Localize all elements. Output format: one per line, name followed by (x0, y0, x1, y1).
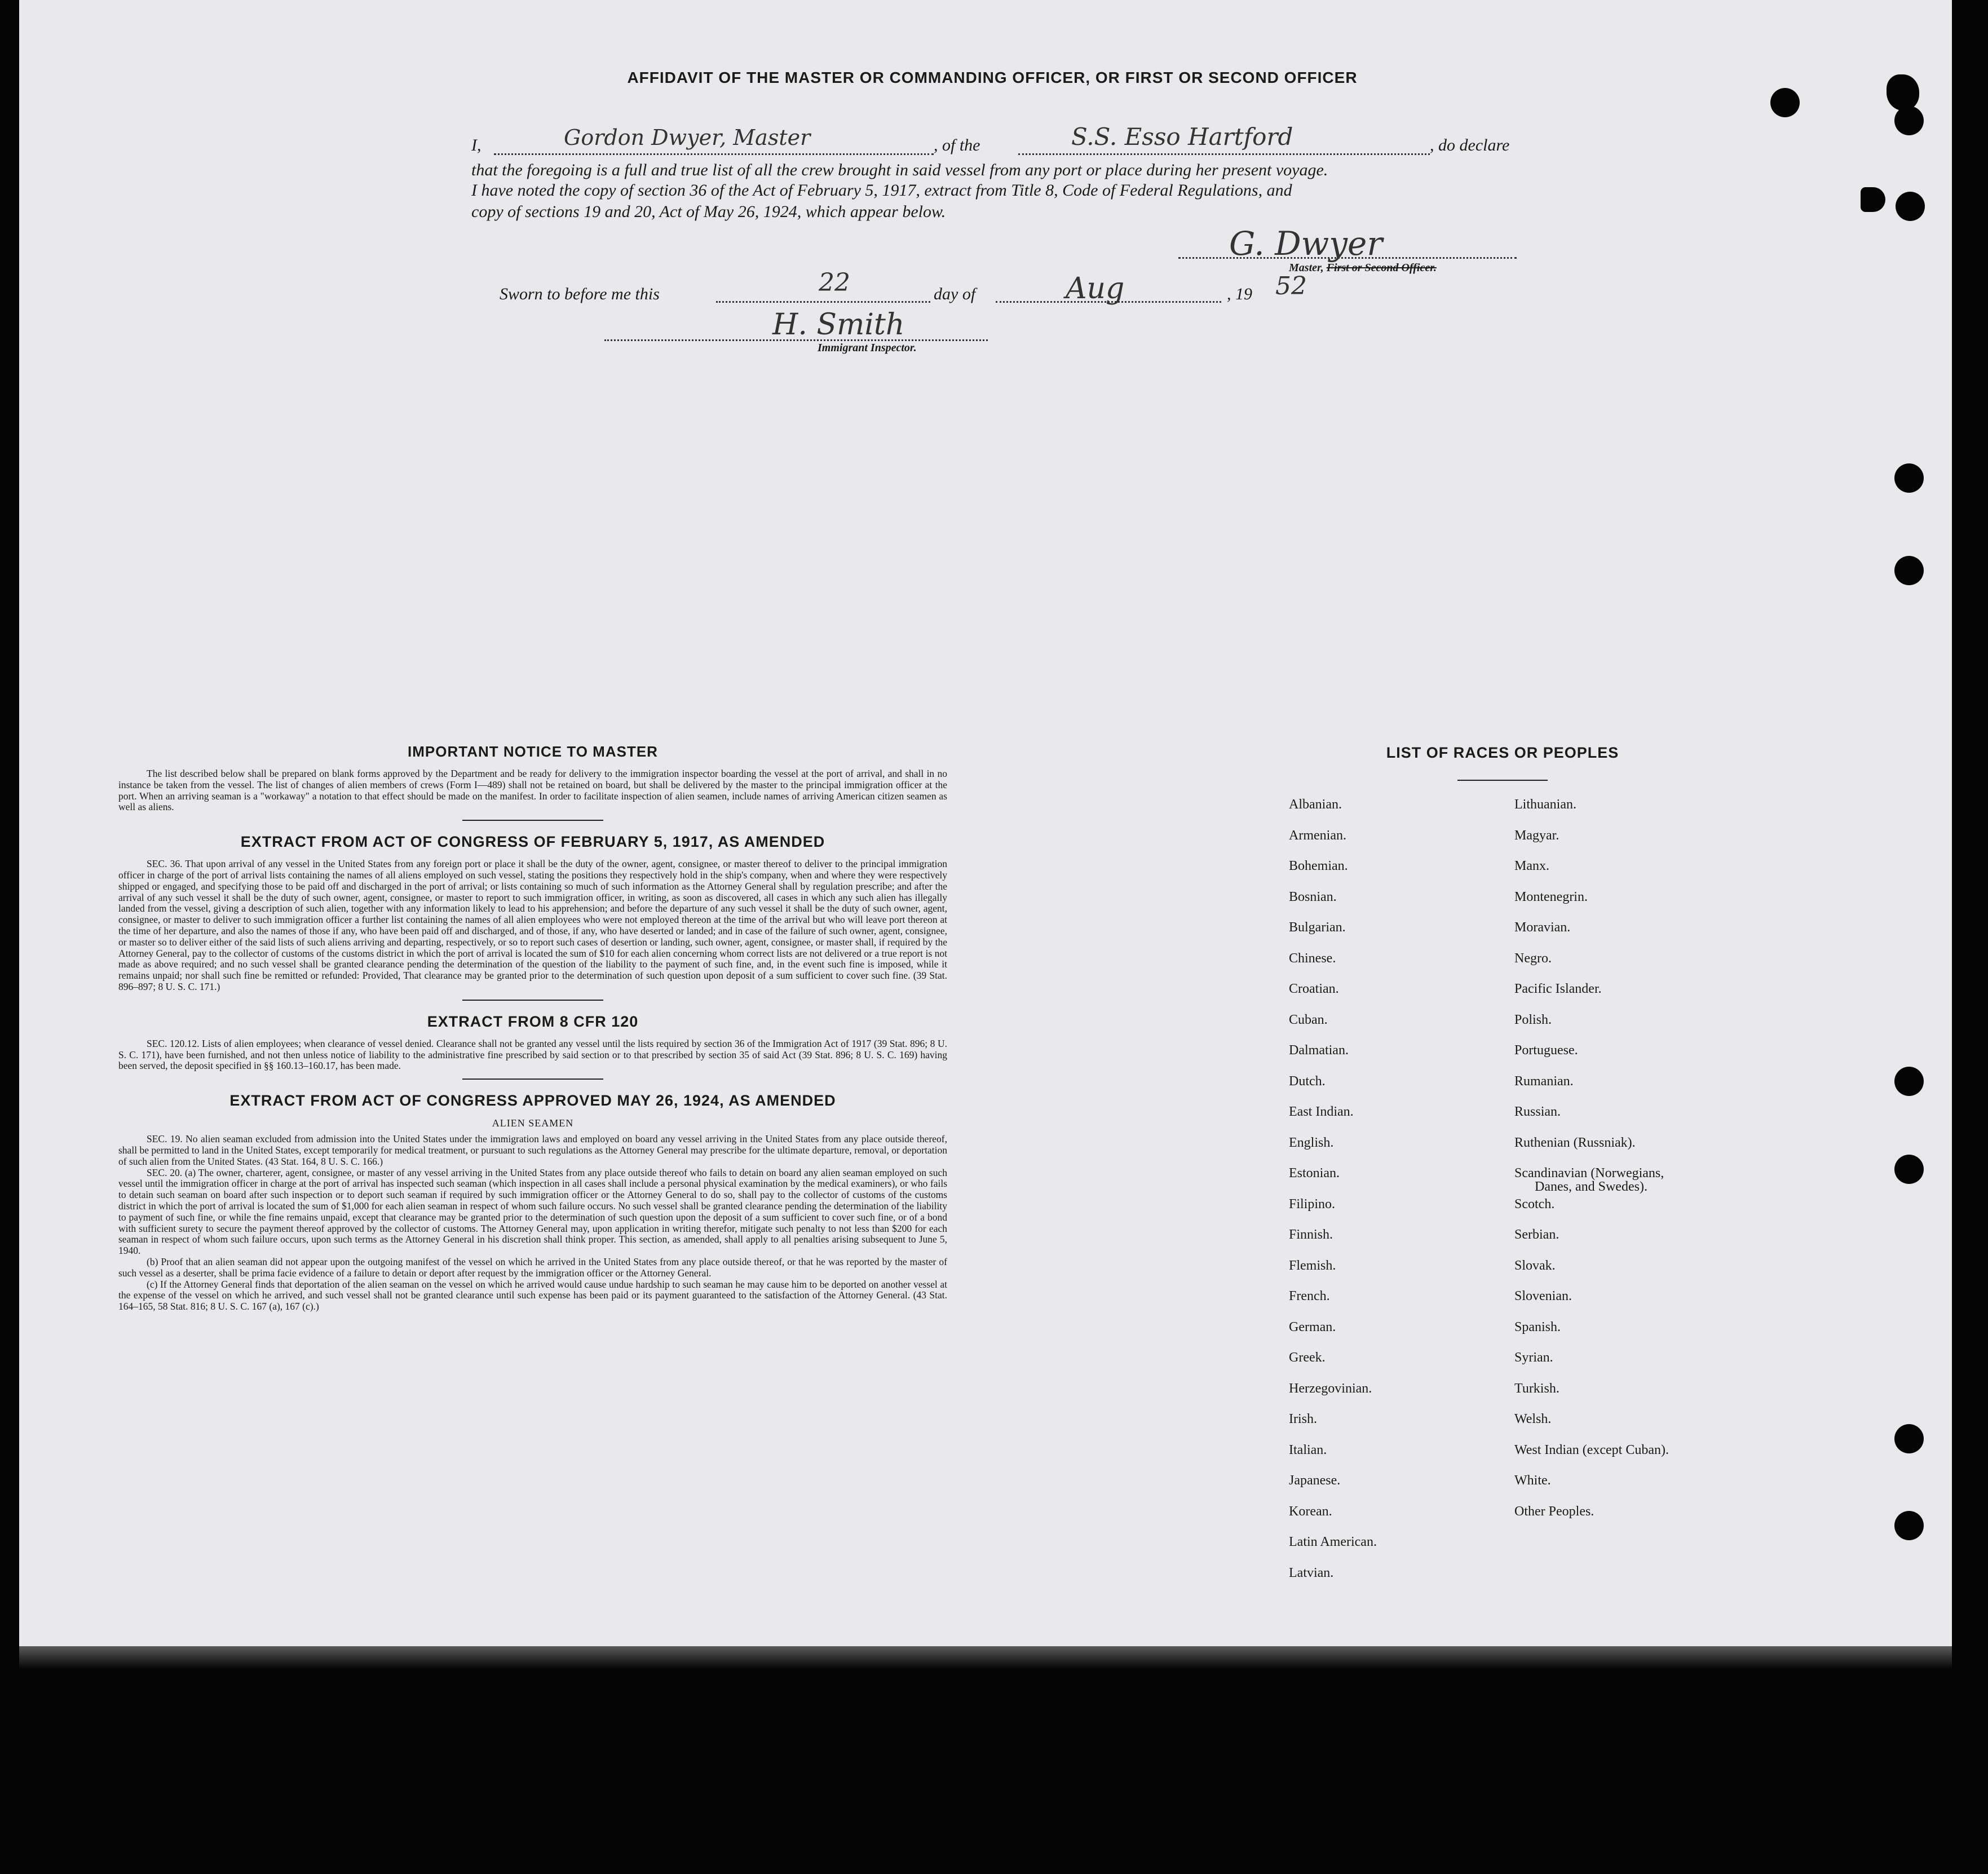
binder-hole (1887, 74, 1919, 111)
binder-hole (1894, 463, 1924, 493)
i-label: I, (471, 136, 481, 154)
day-of-label: day of (934, 285, 976, 303)
race-item: Slovak. (1514, 1258, 1556, 1273)
race-item: Lithuanian. (1514, 797, 1576, 812)
extract-1924-sec20a: SEC. 20. (a) The owner, charterer, agent, consignee, or master of any vessel arriving in the United States from any place outside thereof who fails to detain on board any alien seaman employed on such vessel until the immigration officer in charge at the port of arrival has inspected such seaman (which inspection in all cases shall include a personal physical examination by the medical examiners), or who fails to detain such seaman on board after such inspection or to deport such seaman if required by such immigration officer or the Attorney General to do so, shall pay to the collector of customs of the customs district in which the port of arrival is located the sum of $1,000 for each alien seaman in respect of whom such failure occurs. No such vessel shall be granted clearance pending the determination of the liability to payment of such fine, or while the fine remains unpaid, except that clearance may be granted prior to the determination of such question upon the deposit of a sum sufficient to cover such fine, or of a bond with sufficient surety to secure the payment thereof approved by the collector of customs. The Attorney General may, upon application in writing therefor, mitigate such penalty to not less than $200 for each seaman in respect of whom such failure occurs, upon such terms as the Attorney General in his discretion shall think proper. This section, as amended, shall apply to all penalties arising subsequent to June 5, 1940. (118, 1166, 947, 1257)
race-item: East Indian. (1289, 1104, 1354, 1119)
master-signature-handwritten: G. Dwyer (1229, 224, 1383, 263)
signer-master-label: Master, (1289, 262, 1324, 274)
signer-struck-label: First or Second Officer. (1326, 262, 1437, 274)
name-fill-line (494, 153, 934, 155)
affidavit-line-4: copy of sections 19 and 20, Act of May 26, 1924, which appear below. (471, 202, 946, 221)
race-item: Ruthenian (Russniak). (1514, 1135, 1636, 1150)
binder-hole (1894, 106, 1924, 135)
race-item: Scandinavian (Norwegians, (1514, 1166, 1664, 1181)
race-item: Flemish. (1289, 1258, 1336, 1273)
race-item: Albanian. (1289, 797, 1342, 812)
affidavit-line-3: I have noted the copy of section 36 of the Act of February 5, 1917, extract from Title 8, Code of Federal Regulations, and (471, 181, 1292, 200)
affidavit-line-2: that the foregoing is a full and true list of all the crew brought in said vessel from any port or place during her present voyage. (471, 161, 1328, 179)
race-item: Serbian. (1514, 1227, 1560, 1242)
race-item: Croatian. (1289, 982, 1339, 996)
separator (462, 1000, 603, 1001)
race-item: German. (1289, 1319, 1336, 1334)
extract-cfr-title: EXTRACT FROM 8 CFR 120 (427, 1013, 639, 1030)
do-declare-label: , do declare (1430, 136, 1510, 154)
day-fill-line (716, 301, 930, 303)
race-item: Portuguese. (1514, 1043, 1578, 1058)
page-edge-shadow (19, 1646, 1952, 1669)
race-item: Bohemian. (1289, 859, 1348, 873)
inspector-signature-handwritten: H. Smith (772, 308, 905, 342)
vessel-name-handwritten: S.S. Esso Hartford (1071, 123, 1293, 151)
race-item: Korean. (1289, 1504, 1332, 1519)
race-item: Spanish. (1514, 1319, 1561, 1334)
race-item: Pacific Islander. (1514, 982, 1602, 996)
alien-seamen-subtitle: ALIEN SEAMEN (492, 1117, 574, 1129)
month-handwritten: Aug (1066, 272, 1125, 306)
affidavit-title: AFFIDAVIT OF THE MASTER OR COMMANDING OFFICER, OR FIRST OR SECOND OFFICER (627, 69, 1358, 86)
race-item: Italian. (1289, 1442, 1327, 1457)
race-item: English. (1289, 1135, 1334, 1150)
race-item: White. (1514, 1473, 1551, 1488)
race-item: Moravian. (1514, 920, 1571, 935)
extract-1924-sec19: SEC. 19. No alien seaman excluded from admission into the United States under the immigration laws and employed on board any vessel arriving in the United States from any place outside thereof, shall be permitted to land in the United States, except temporarily for medical treatment, or pursuant to such regulations as the Attorney General may prescribe for the ultimate departure, removal, or deportation of such alien from the United States. (43 Stat. 164, 8 U. S. C. 166.) (118, 1133, 947, 1167)
binder-hole (1861, 187, 1885, 212)
races-title: LIST OF RACES OR PEOPLES (1386, 744, 1619, 761)
race-item: Welsh. (1514, 1412, 1552, 1426)
extract-cfr-text: SEC. 120.12. Lists of alien employees; when clearance of vessel denied. Clearance shall not be granted any vessel until the lists required by section 36 of the Immigration Act of 1917 (39 Stat. 896; 8 U. S. C. 171), have been furnished, and not then unless notice of liability to the administrative fine prescribed by said section or to that prescribed by section 35 of said Act (39 Stat. 896; 8 U. S. C. 169) having been served, the deposit specified in §§ 160.13–160.17, has been made. (118, 1037, 947, 1072)
of-the-label: , of the (934, 136, 980, 154)
binder-hole (1894, 1424, 1924, 1453)
race-item: Finnish. (1289, 1227, 1333, 1242)
notice-title: IMPORTANT NOTICE TO MASTER (408, 743, 658, 760)
race-item: Dalmatian. (1289, 1043, 1349, 1058)
extract-1924-title: EXTRACT FROM ACT OF CONGRESS APPROVED MAY 26, 1924, AS AMENDED (229, 1092, 836, 1110)
race-item: Latin American. (1289, 1535, 1377, 1549)
race-item: Irish. (1289, 1412, 1317, 1426)
binder-hole (1894, 1067, 1924, 1096)
binder-hole (1894, 556, 1924, 585)
year-handwritten: 52 (1275, 272, 1307, 300)
inspector-caption: Immigrant Inspector. (818, 342, 917, 354)
race-item: Polish. (1514, 1012, 1552, 1027)
signer-caption (1289, 262, 1437, 275)
master-name-handwritten: Gordon Dwyer, Master (564, 125, 811, 150)
race-item: Bulgarian. (1289, 920, 1346, 935)
race-item: Latvian. (1289, 1565, 1334, 1580)
notice-text: The list described below shall be prepared on blank forms approved by the Department and be ready for delivery to the immigration inspector boarding the vessel at the port of arrival, and shall in no instance be taken from the vessel. The list of changes of alien members of crews (Form I—489) shall not be retained on board, but shall be delivered by the master to the principal immigration officer at the port. When an arriving seaman is a "workaway" a notation to that effect should be made on the manifest. In order to facilitate inspection of alien seamen, include names of arriving American citizen seamen as well as aliens. (118, 768, 947, 813)
races-rule (1457, 780, 1548, 781)
day-handwritten: 22 (819, 268, 850, 297)
binder-hole (1770, 88, 1800, 117)
race-item: Syrian. (1514, 1350, 1553, 1365)
race-item: Other Peoples. (1514, 1504, 1594, 1519)
vessel-fill-line (1018, 153, 1430, 155)
race-item: Slovenian. (1514, 1289, 1572, 1303)
race-item: Manx. (1514, 859, 1549, 873)
extract-1924-sec20c: (c) If the Attorney General finds that deportation of the alien seaman on the vessel on which he arrived would cause undue hardship to such seaman he may cause him to be deported on another vessel at the expense of the vessel on which he arrived, and such vessel shall not be granted clearance until such expense has been paid or its payment guaranteed to the satisfaction of the Attorney General. (43 Stat. 164–165, 58 Stat. 816; 8 U. S. C. 167 (a), 167 (c).) (118, 1278, 947, 1312)
binder-hole (1894, 1511, 1924, 1540)
race-item: Chinese. (1289, 951, 1336, 966)
race-item: Negro. (1514, 951, 1552, 966)
extract-1924-sec20b: (b) Proof that an alien seaman did not appear upon the outgoing manifest of the vessel on which he arrived in the United States from any place outside thereof, or that he was reported by the master of such vessel as a deserter, shall be prima facie evidence of a failure to detain or deport after request by the immigration officer or the Attorney General. (118, 1256, 947, 1279)
race-item: Magyar. (1514, 828, 1560, 843)
race-item: Japanese. (1289, 1473, 1341, 1488)
race-item: Greek. (1289, 1350, 1326, 1365)
binder-hole (1896, 192, 1925, 221)
race-item: Estonian. (1289, 1166, 1340, 1181)
race-item: Filipino. (1289, 1196, 1336, 1212)
race-item: French. (1289, 1289, 1330, 1303)
extract-1917-text: SEC. 36. That upon arrival of any vessel in the United States from any foreign port or place it shall be the duty of the owner, agent, consignee, or master thereof to deliver to the principal immigration officer in charge of the port of arrival lists containing the names of all aliens employed on such vessel, stating the positions they respectively hold in the ship's company, when and where they were respectively shipped or engaged, and specifying those to be paid off and discharged in the port of arrival; or lists containing so much of such information as the Attorney General shall by regulation prescribe; and after the arrival of any such vessel it shall be the duty of such owner, agent, consignee, or master to report to such immigration officer, in writing, as soon as discovered, all cases in which any such alien has illegally landed from the vessel, giving a description of such alien, together with any information likely to lead to his apprehension; and before the departure of any such vessel it shall be the duty of such owner, agent, consignee, or master to deliver to such immigration officer a further list containing the names of all alien employees who were not employed thereon at the time of the arrival but who will leave port thereon at the time of her departure, and also the names of those if any, who have been paid off and discharged, and of those, if any, who have deserted or landed; and in case of the failure of such owner, agent, consignee, or master so to deliver either of the said lists of such aliens arriving and departing, respectively, or so to report such cases of desertion or landing, such owner, agent, consignee, or master shall, if required by the Attorney General, pay to the collector of customs of the customs district in which the port of arrival is located the sum of $10 for each alien concerning whom correct lists are not delivered or a true report is not made as above required; and no such vessel shall be granted clearance pending the determination of the question of the liability to the payment of such fine, and, in the event such fine is imposed, while it remains unpaid; nor shall such fine be remitted or refunded: Provided, That clearance may be granted prior to the determination of such question upon deposit of a sum sufficient to cover such fine. (39 Stat. 896–897; 8 U. S. C. 171.) (118, 858, 947, 992)
race-item: Cuban. (1289, 1012, 1328, 1027)
race-item: Turkish. (1514, 1381, 1560, 1396)
race-item: Bosnian. (1289, 889, 1337, 904)
race-item: Russian. (1514, 1104, 1561, 1119)
race-item: Scotch. (1514, 1196, 1555, 1212)
legal-text-column (118, 743, 947, 1312)
sworn-label: Sworn to before me this (500, 285, 660, 303)
race-item: Montenegrin. (1514, 889, 1588, 904)
race-item: West Indian (except Cuban). (1514, 1442, 1669, 1457)
race-item: Herzegovinian. (1289, 1381, 1372, 1396)
year-prefix-label: , 19 (1227, 285, 1252, 303)
race-item: Armenian. (1289, 828, 1346, 843)
separator (462, 1079, 603, 1080)
extract-1917-title: EXTRACT FROM ACT OF CONGRESS OF FEBRUARY 5, 1917, AS AMENDED (240, 833, 825, 851)
race-item: Rumanian. (1514, 1073, 1574, 1089)
separator (462, 820, 603, 821)
race-item: Danes, and Swedes). (1535, 1179, 1647, 1194)
binder-hole (1894, 1155, 1924, 1184)
race-item: Dutch. (1289, 1073, 1326, 1089)
